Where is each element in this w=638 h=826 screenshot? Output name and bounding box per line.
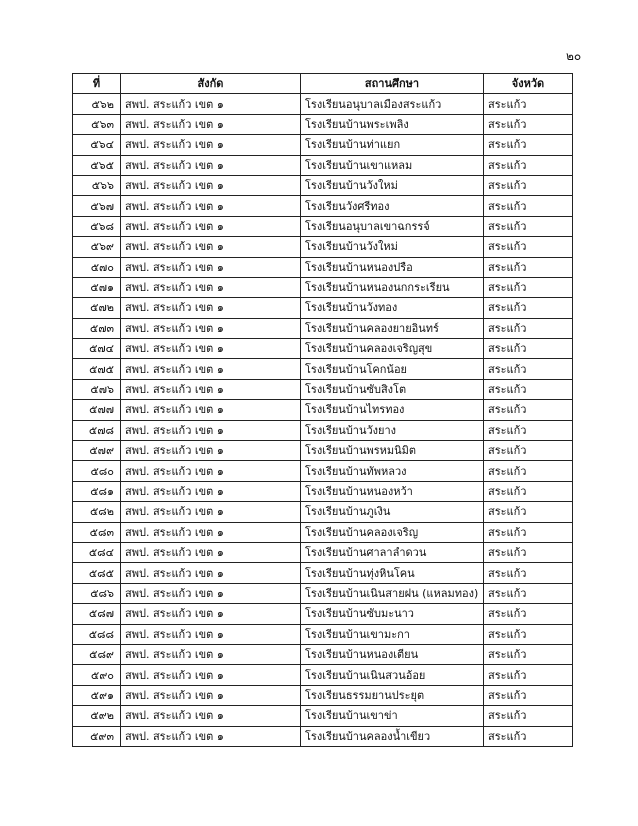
row-number-cell: ๕๖๖: [73, 175, 121, 195]
school-name-cell: โรงเรียนธรรมยานประยุต: [301, 685, 484, 705]
row-number-cell: ๕๘๓: [73, 522, 121, 542]
affiliation-cell: สพป. สระแก้ว เขต ๑: [121, 644, 301, 664]
school-name-cell: โรงเรียนบ้านเนินสายฝน (แหลมทอง): [301, 583, 484, 603]
school-name-cell: โรงเรียนบ้านทัพหลวง: [301, 461, 484, 481]
school-name-cell: โรงเรียนบ้านเขามะกา: [301, 624, 484, 644]
affiliation-cell: สพป. สระแก้ว เขต ๑: [121, 400, 301, 420]
row-number-cell: ๕๖๙: [73, 237, 121, 257]
school-name-cell: โรงเรียนบ้านซับมะนาว: [301, 604, 484, 624]
affiliation-cell: สพป. สระแก้ว เขต ๑: [121, 604, 301, 624]
table-row: [73, 277, 573, 297]
affiliation-cell: สพป. สระแก้ว เขต ๑: [121, 420, 301, 440]
affiliation-cell: สพป. สระแก้ว เขต ๑: [121, 726, 301, 746]
school-name-cell: โรงเรียนบ้านคลองเจริญสุข: [301, 339, 484, 359]
row-number-cell: ๕๘๕: [73, 563, 121, 583]
row-number-cell: ๕๘๙: [73, 644, 121, 664]
row-number-cell: ๕๗๓: [73, 318, 121, 338]
affiliation-cell: สพป. สระแก้ว เขต ๑: [121, 94, 301, 114]
province-cell: สระแก้ว: [484, 441, 573, 461]
school-name-cell: โรงเรียนอนุบาลเขาฉกรรจ์: [301, 216, 484, 236]
affiliation-cell: สพป. สระแก้ว เขต ๑: [121, 563, 301, 583]
province-cell: สระแก้ว: [484, 379, 573, 399]
table-row: [73, 441, 573, 461]
table-row: [73, 216, 573, 236]
affiliation-cell: สพป. สระแก้ว เขต ๑: [121, 318, 301, 338]
school-name-cell: โรงเรียนบ้านวังใหม่: [301, 175, 484, 195]
table-row: [73, 502, 573, 522]
table-row: [73, 481, 573, 501]
table-row: [73, 318, 573, 338]
row-number-cell: ๕๘๒: [73, 502, 121, 522]
province-cell: สระแก้ว: [484, 359, 573, 379]
row-number-cell: ๕๗๗: [73, 400, 121, 420]
table-row: [73, 114, 573, 134]
affiliation-cell: สพป. สระแก้ว เขต ๑: [121, 257, 301, 277]
school-name-cell: โรงเรียนบ้านวังทอง: [301, 298, 484, 318]
school-name-cell: โรงเรียนบ้านศาลาลำดวน: [301, 542, 484, 562]
school-name-cell: โรงเรียนบ้านทุ่งหินโคน: [301, 563, 484, 583]
table-row: [73, 94, 573, 114]
affiliation-cell: สพป. สระแก้ว เขต ๑: [121, 624, 301, 644]
header-school: สถานศึกษา: [301, 74, 484, 94]
affiliation-cell: สพป. สระแก้ว เขต ๑: [121, 237, 301, 257]
row-number-cell: ๕๗๖: [73, 379, 121, 399]
province-cell: สระแก้ว: [484, 237, 573, 257]
row-number-cell: ๕๘๑: [73, 481, 121, 501]
province-cell: สระแก้ว: [484, 706, 573, 726]
row-number-cell: ๕๗๙: [73, 441, 121, 461]
affiliation-cell: สพป. สระแก้ว เขต ๑: [121, 135, 301, 155]
table-row: [73, 665, 573, 685]
affiliation-cell: สพป. สระแก้ว เขต ๑: [121, 196, 301, 216]
table-row: [73, 339, 573, 359]
table-body: [73, 94, 573, 747]
row-number-cell: ๕๘๔: [73, 542, 121, 562]
header-number: ที่: [73, 74, 121, 94]
province-cell: สระแก้ว: [484, 135, 573, 155]
province-cell: สระแก้ว: [484, 94, 573, 114]
row-number-cell: ๕๗๒: [73, 298, 121, 318]
province-cell: สระแก้ว: [484, 175, 573, 195]
table-row: [73, 237, 573, 257]
table-row: [73, 359, 573, 379]
table-row: [73, 257, 573, 277]
table-row: [73, 379, 573, 399]
row-number-cell: ๕๘๗: [73, 604, 121, 624]
row-number-cell: ๕๗๘: [73, 420, 121, 440]
school-name-cell: โรงเรียนบ้านภูเงิน: [301, 502, 484, 522]
school-list-table: [72, 73, 573, 747]
row-number-cell: ๕๙๑: [73, 685, 121, 705]
header-affiliation: สังกัด: [121, 74, 301, 94]
school-name-cell: โรงเรียนบ้านไทรทอง: [301, 400, 484, 420]
table-row: [73, 135, 573, 155]
school-name-cell: โรงเรียนบ้านคลองยายอินทร์: [301, 318, 484, 338]
affiliation-cell: สพป. สระแก้ว เขต ๑: [121, 706, 301, 726]
row-number-cell: ๕๘๘: [73, 624, 121, 644]
table-header-row: [73, 74, 573, 94]
school-name-cell: โรงเรียนบ้านหนองหว้า: [301, 481, 484, 501]
row-number-cell: ๕๗๐: [73, 257, 121, 277]
row-number-cell: ๕๘๐: [73, 461, 121, 481]
row-number-cell: ๕๙๓: [73, 726, 121, 746]
table-row: [73, 583, 573, 603]
school-name-cell: โรงเรียนบ้านวังใหม่: [301, 237, 484, 257]
affiliation-cell: สพป. สระแก้ว เขต ๑: [121, 114, 301, 134]
province-cell: สระแก้ว: [484, 604, 573, 624]
table-row: [73, 644, 573, 664]
row-number-cell: ๕๖๓: [73, 114, 121, 134]
affiliation-cell: สพป. สระแก้ว เขต ๑: [121, 583, 301, 603]
row-number-cell: ๕๖๕: [73, 155, 121, 175]
province-cell: สระแก้ว: [484, 277, 573, 297]
school-name-cell: โรงเรียนบ้านหนองเตียน: [301, 644, 484, 664]
province-cell: สระแก้ว: [484, 665, 573, 685]
table-row: [73, 624, 573, 644]
table-row: [73, 461, 573, 481]
table-row: [73, 196, 573, 216]
affiliation-cell: สพป. สระแก้ว เขต ๑: [121, 542, 301, 562]
province-cell: สระแก้ว: [484, 400, 573, 420]
row-number-cell: ๕๗๕: [73, 359, 121, 379]
table-row: [73, 604, 573, 624]
school-name-cell: โรงเรียนบ้านโคกน้อย: [301, 359, 484, 379]
table-row: [73, 726, 573, 746]
table-row: [73, 563, 573, 583]
table-row: [73, 400, 573, 420]
row-number-cell: ๕๙๐: [73, 665, 121, 685]
row-number-cell: ๕๗๔: [73, 339, 121, 359]
affiliation-cell: สพป. สระแก้ว เขต ๑: [121, 522, 301, 542]
school-name-cell: โรงเรียนบ้านพระเพลิง: [301, 114, 484, 134]
province-cell: สระแก้ว: [484, 563, 573, 583]
province-cell: สระแก้ว: [484, 644, 573, 664]
province-cell: สระแก้ว: [484, 155, 573, 175]
province-cell: สระแก้ว: [484, 420, 573, 440]
province-cell: สระแก้ว: [484, 522, 573, 542]
table-row: [73, 420, 573, 440]
school-name-cell: โรงเรียนบ้านเขาแหลม: [301, 155, 484, 175]
school-name-cell: โรงเรียนบ้านหนองปรือ: [301, 257, 484, 277]
affiliation-cell: สพป. สระแก้ว เขต ๑: [121, 685, 301, 705]
row-number-cell: ๕๖๒: [73, 94, 121, 114]
table-row: [73, 542, 573, 562]
table-row: [73, 685, 573, 705]
row-number-cell: ๕๖๘: [73, 216, 121, 236]
affiliation-cell: สพป. สระแก้ว เขต ๑: [121, 441, 301, 461]
province-cell: สระแก้ว: [484, 502, 573, 522]
row-number-cell: ๕๖๔: [73, 135, 121, 155]
province-cell: สระแก้ว: [484, 196, 573, 216]
row-number-cell: ๕๗๑: [73, 277, 121, 297]
affiliation-cell: สพป. สระแก้ว เขต ๑: [121, 339, 301, 359]
affiliation-cell: สพป. สระแก้ว เขต ๑: [121, 461, 301, 481]
school-name-cell: โรงเรียนบ้านคลองน้ำเขียว: [301, 726, 484, 746]
school-name-cell: โรงเรียนบ้านหนองนกกระเรียน: [301, 277, 484, 297]
school-name-cell: โรงเรียนบ้านพรหมนิมิต: [301, 441, 484, 461]
header-province: จังหวัด: [484, 74, 573, 94]
province-cell: สระแก้ว: [484, 726, 573, 746]
province-cell: สระแก้ว: [484, 542, 573, 562]
province-cell: สระแก้ว: [484, 114, 573, 134]
province-cell: สระแก้ว: [484, 216, 573, 236]
table-row: [73, 298, 573, 318]
school-name-cell: โรงเรียนบ้านเขาข่า: [301, 706, 484, 726]
affiliation-cell: สพป. สระแก้ว เขต ๑: [121, 155, 301, 175]
province-cell: สระแก้ว: [484, 339, 573, 359]
affiliation-cell: สพป. สระแก้ว เขต ๑: [121, 481, 301, 501]
table-row: [73, 706, 573, 726]
table-row: [73, 522, 573, 542]
affiliation-cell: สพป. สระแก้ว เขต ๑: [121, 277, 301, 297]
affiliation-cell: สพป. สระแก้ว เขต ๑: [121, 175, 301, 195]
school-name-cell: โรงเรียนบ้านวังยาง: [301, 420, 484, 440]
row-number-cell: ๕๘๖: [73, 583, 121, 603]
province-cell: สระแก้ว: [484, 257, 573, 277]
affiliation-cell: สพป. สระแก้ว เขต ๑: [121, 359, 301, 379]
school-name-cell: โรงเรียนบ้านเนินสวนอ้อย: [301, 665, 484, 685]
row-number-cell: ๕๙๒: [73, 706, 121, 726]
province-cell: สระแก้ว: [484, 298, 573, 318]
school-name-cell: โรงเรียนบ้านท่าแยก: [301, 135, 484, 155]
page-number: ๒๐: [566, 49, 582, 63]
affiliation-cell: สพป. สระแก้ว เขต ๑: [121, 379, 301, 399]
province-cell: สระแก้ว: [484, 624, 573, 644]
affiliation-cell: สพป. สระแก้ว เขต ๑: [121, 665, 301, 685]
affiliation-cell: สพป. สระแก้ว เขต ๑: [121, 502, 301, 522]
province-cell: สระแก้ว: [484, 318, 573, 338]
province-cell: สระแก้ว: [484, 583, 573, 603]
province-cell: สระแก้ว: [484, 461, 573, 481]
province-cell: สระแก้ว: [484, 481, 573, 501]
affiliation-cell: สพป. สระแก้ว เขต ๑: [121, 298, 301, 318]
school-name-cell: โรงเรียนบ้านคลองเจริญ: [301, 522, 484, 542]
school-name-cell: โรงเรียนวังศรีทอง: [301, 196, 484, 216]
row-number-cell: ๕๖๗: [73, 196, 121, 216]
table-row: [73, 155, 573, 175]
school-name-cell: โรงเรียนอนุบาลเมืองสระแก้ว: [301, 94, 484, 114]
province-cell: สระแก้ว: [484, 685, 573, 705]
table-row: [73, 175, 573, 195]
school-name-cell: โรงเรียนบ้านซับสิงโต: [301, 379, 484, 399]
affiliation-cell: สพป. สระแก้ว เขต ๑: [121, 216, 301, 236]
